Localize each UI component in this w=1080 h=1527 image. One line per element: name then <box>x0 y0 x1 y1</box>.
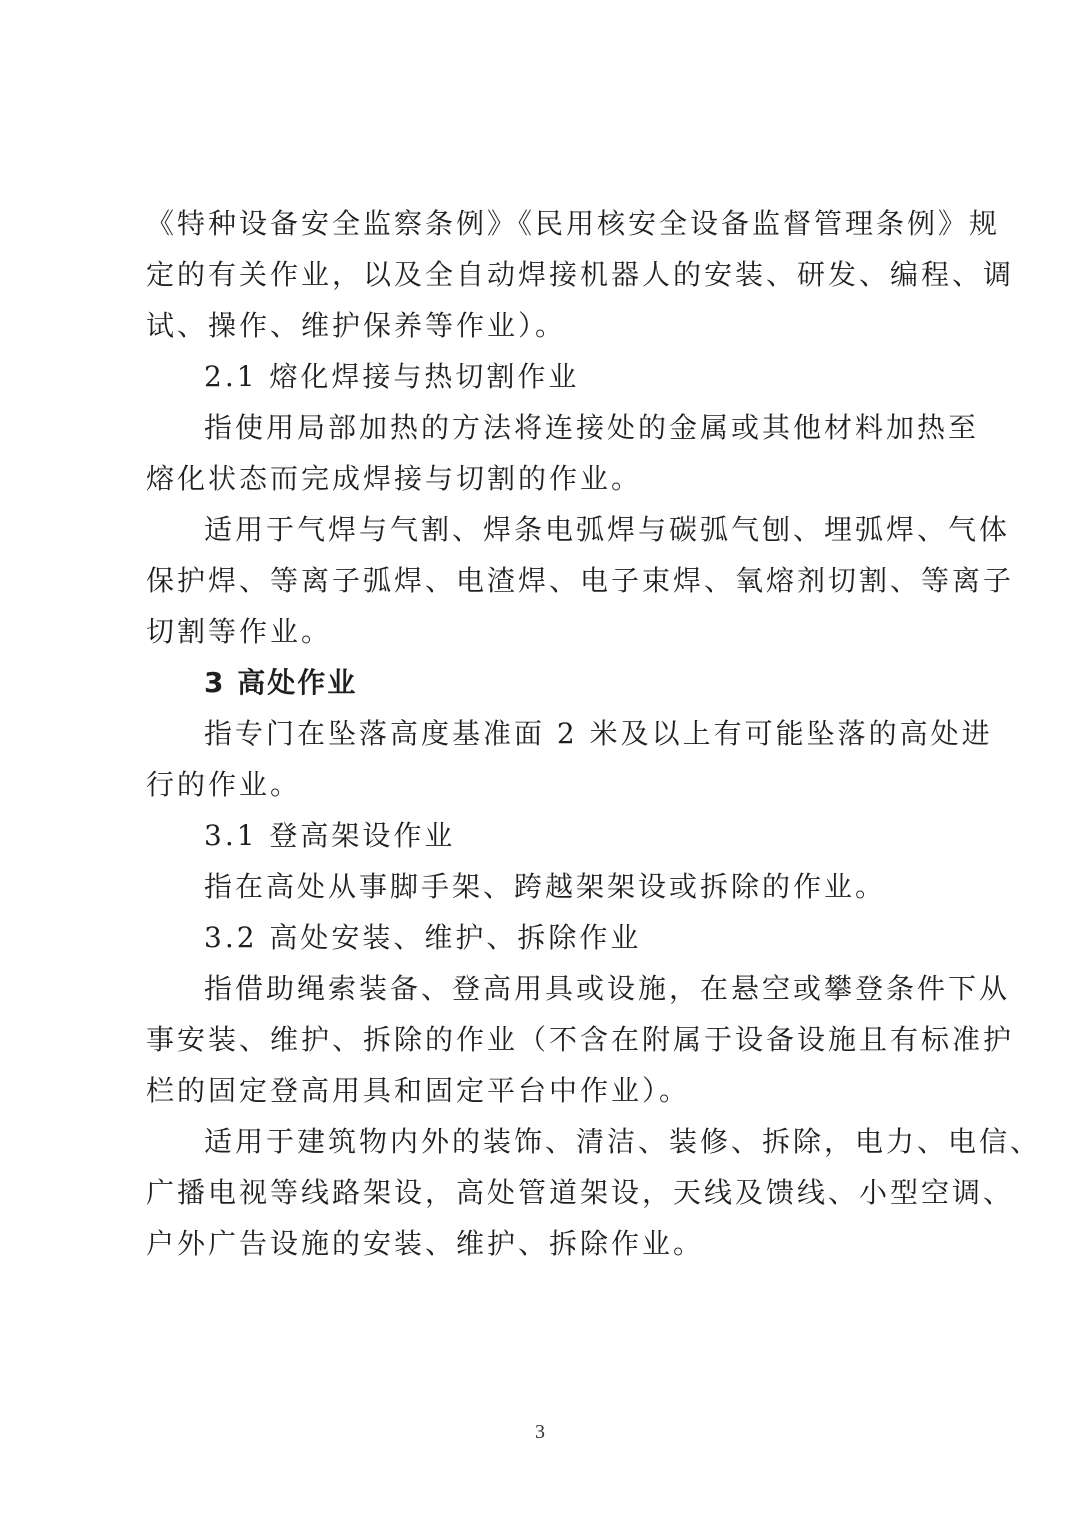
text-line: 指在高处从事脚手架、跨越架架设或拆除的作业。 <box>204 870 887 903</box>
section-heading: 3 高处作业 <box>204 666 358 699</box>
text-line: 指专门在坠落高度基准面 2 米及以上有可能坠落的高处进 <box>204 717 993 750</box>
text-line: 适用于建筑物内外的装饰、清洁、装修、拆除，电力、电信、 <box>204 1125 1042 1158</box>
text-line: 户外广告设施的安装、维护、拆除作业。 <box>146 1227 705 1260</box>
text-line: 广播电视等线路架设，高处管道架设，天线及馈线、小型空调、 <box>146 1176 1015 1209</box>
text-line: 栏的固定登高用具和固定平台中作业）。 <box>146 1074 691 1107</box>
text-line: 熔化状态而完成焊接与切割的作业。 <box>146 462 643 495</box>
text-line: 行的作业。 <box>146 768 302 801</box>
page-number: 3 <box>535 1421 545 1443</box>
paragraph-welding-definition <box>146 402 980 504</box>
text-line: 指借助绳索装备、登高用具或设施，在悬空或攀登条件下从 <box>204 972 1011 1005</box>
paragraph-installation-definition <box>146 963 1015 1116</box>
subheading-2-1 <box>146 351 946 402</box>
paragraph-installation-scope <box>146 1116 1042 1269</box>
section-title: 2.1 熔化焊接与热切割作业 <box>204 360 580 393</box>
text-line: 指使用局部加热的方法将连接处的金属或其他材料加热至 <box>204 411 980 444</box>
text-line: 切割等作业。 <box>146 615 333 648</box>
subheading-3-2 <box>146 912 946 963</box>
text-line: 保护焊、等离子弧焊、电渣焊、电子束焊、氧熔剂切割、等离子 <box>146 564 1015 597</box>
paragraph-height-definition <box>146 708 993 810</box>
heading-3 <box>146 657 946 708</box>
paragraph-welding-scope <box>146 504 1015 657</box>
section-title: 3.2 高处安装、维护、拆除作业 <box>204 921 642 954</box>
text-line: 适用于气焊与气割、焊条电弧焊与碳弧气刨、埋弧焊、气体 <box>204 513 1011 546</box>
text-line: 试、操作、维护保养等作业）。 <box>146 309 567 342</box>
section-title: 3.1 登高架设作业 <box>204 819 456 852</box>
text-line: 《特种设备安全监察条例》《民用核安全设备监督管理条例》规 <box>146 207 1001 240</box>
text-line: 事安装、维护、拆除的作业（不含在附属于设备设施且有标准护 <box>146 1023 1015 1056</box>
text-line: 定的有关作业，以及全自动焊接机器人的安装、研发、编程、调 <box>146 258 1015 291</box>
document-body <box>146 198 1042 1269</box>
paragraph-scaffolding-definition <box>146 861 946 912</box>
subheading-3-1 <box>146 810 946 861</box>
paragraph-regulation-continuation <box>146 198 1015 351</box>
